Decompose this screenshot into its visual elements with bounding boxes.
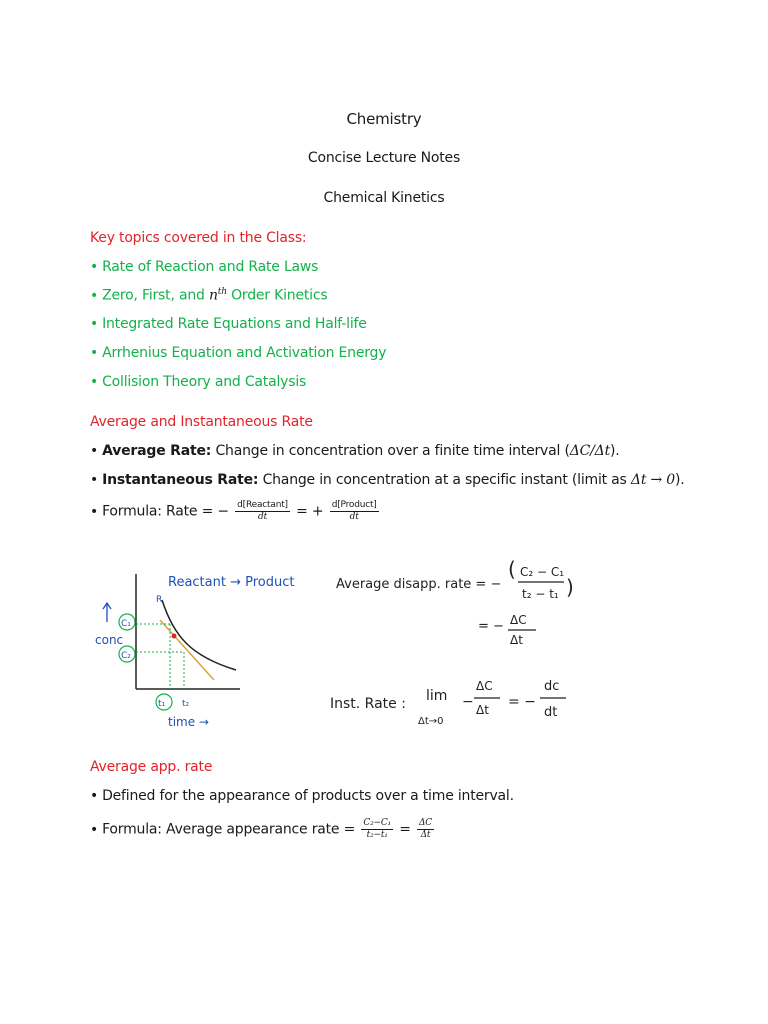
inst-rate-line: • Instantaneous Rate: Change in concentration at a specific instant (limit as Δt → 0).: [90, 472, 685, 488]
t2-label: t₂: [182, 699, 190, 709]
inst-rate-label: Inst. Rate :: [330, 696, 406, 712]
topic-item: • Collision Theory and Catalysis: [90, 374, 307, 390]
topic-item: • Arrhenius Equation and Activation Energy: [90, 345, 387, 361]
inst-eq: = −: [508, 694, 536, 710]
avg-app-heading: Average app. rate: [90, 759, 213, 775]
avg-num: C₂ − C₁: [520, 565, 565, 579]
tangent-point: [172, 634, 177, 639]
avg-rate-line: • Average Rate: Change in concentration over a finite time interval (ΔC/Δt).: [90, 443, 620, 459]
avg-num2: ΔC: [510, 613, 527, 627]
fraction: $\frac{\text{C₂−C₁}}{\text{t₂−t₁}}$: [363, 818, 391, 840]
lim-label: lim: [426, 688, 448, 704]
topic-item: • Zero, First, and $n^{th}$ Order Kinetics: [90, 287, 328, 304]
avg-disapp-label: Average disapp. rate = −: [336, 577, 502, 592]
fraction: $\frac{\Delta C}{\Delta t}$: [418, 818, 432, 840]
inst-den2: dt: [544, 705, 558, 720]
c1-label: C₁: [121, 619, 131, 629]
document-title: Chemistry: [346, 110, 422, 128]
kinetics-figure: [90, 544, 590, 740]
paren-open: (: [508, 557, 516, 581]
inst-num: ΔC: [476, 679, 493, 693]
inst-minus: −: [462, 694, 474, 710]
rate-formula: • Formula: Rate = − $\frac{\text{d[Reactant]}}{dt}$ = + $\frac{\text{d[Product]}}{dt}$: [90, 500, 377, 522]
avg-den2: Δt: [510, 633, 523, 647]
topic-item: • Integrated Rate Equations and Half-life: [90, 316, 367, 332]
lim-sub: Δt→0: [418, 716, 444, 727]
paren-close: ): [566, 575, 574, 599]
topic-item: • Rate of Reaction and Rate Laws: [90, 259, 319, 275]
inst-den: Δt: [476, 703, 489, 717]
avg-eq2: = −: [478, 619, 504, 634]
avg-app-definition: • Defined for the appearance of products over a time interval.: [90, 788, 514, 804]
document-subtitle: Concise Lecture Notes: [307, 150, 461, 166]
tangent-line: [160, 620, 214, 680]
avg-den: t₂ − t₁: [522, 587, 559, 601]
avg-inst-heading: Average and Instantaneous Rate: [90, 414, 313, 430]
x-axis-label: time →: [168, 715, 209, 729]
inst-num2: dc: [544, 679, 560, 694]
avg-app-formula: • Formula: Average appearance rate = $\frac{\text{C₂−C₁}}{\text{t₂−t₁}}$ = $\frac{\Delta C}{\Delta t}$: [90, 818, 432, 840]
chapter-title: Chemical Kinetics: [323, 190, 445, 206]
fraction: $\frac{\text{d[Reactant]}}{dt}$: [237, 500, 288, 522]
curve-label: R: [156, 595, 163, 605]
reaction-label: Reactant → Product: [168, 575, 295, 590]
t1-label: t₁: [158, 699, 166, 709]
kinetics-diagram: [90, 544, 590, 740]
y-axis-label: conc: [95, 633, 124, 647]
c2-label: C₂: [121, 651, 131, 661]
fraction: $\frac{\text{d[Product]}}{dt}$: [331, 500, 377, 522]
topics-heading: Key topics covered in the Class:: [90, 230, 307, 246]
